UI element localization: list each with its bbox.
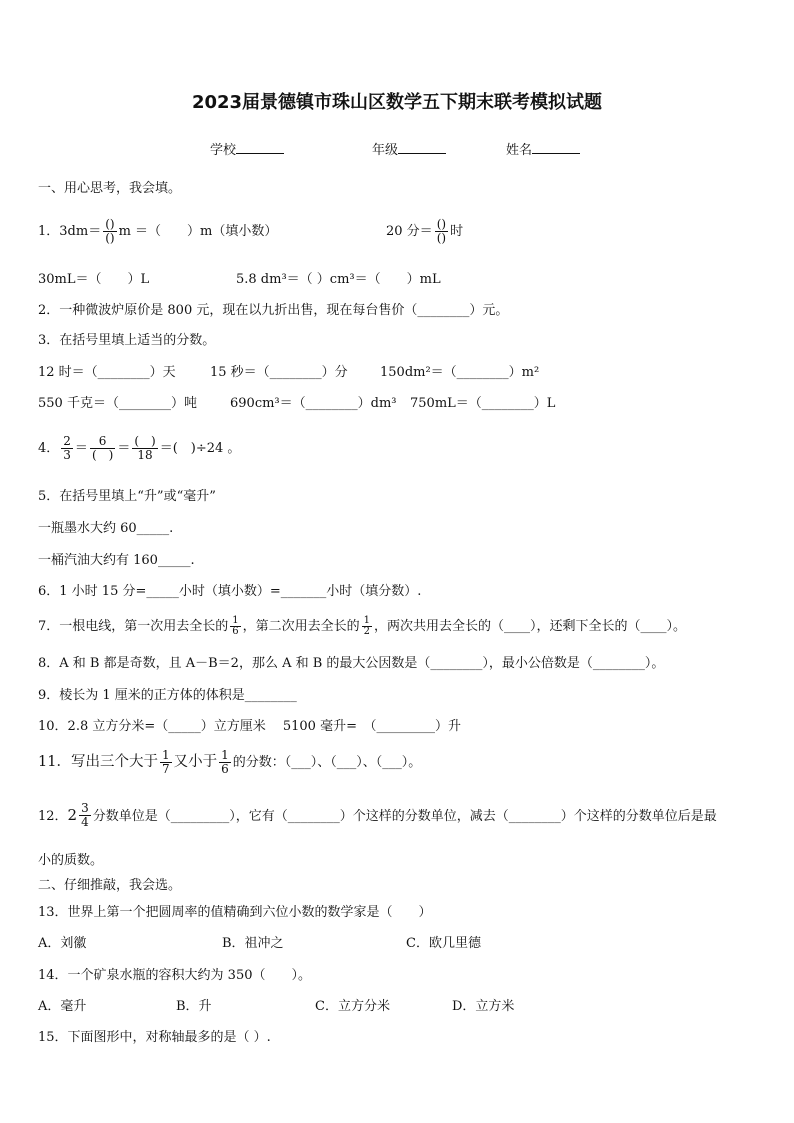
school-label: 学校 bbox=[210, 143, 237, 158]
question-3-row2-b: 690cm³＝（________）dm³ bbox=[230, 396, 397, 411]
school-field[interactable] bbox=[210, 140, 284, 160]
question-5a: 一瓶墨水大约 60_____. bbox=[38, 521, 174, 536]
question-1a: 1．3dm＝ () () m ＝（ ）m（填小数） bbox=[38, 217, 278, 245]
question-9: 9．棱长为 1 厘米的正方体的体积是________ bbox=[38, 688, 297, 703]
question-8: 8．A 和 B 都是奇数，且 A－B＝2，那么 A 和 B 的最大公因数是（________），最小公倍数是（________）。 bbox=[38, 656, 665, 671]
question-12: 12． 2 3 4 分数单位是（_________），它有（________）个这样的分数单位，减去（________）个这样的分数单位后是最 bbox=[38, 800, 717, 829]
question-5-stem: 5．在括号里填上“升”或“毫升” bbox=[38, 489, 216, 504]
page-title: 2023届景德镇市珠山区数学五下期末联考模拟试题 bbox=[191, 92, 603, 113]
question-11: 11．写出三个大于 $\frac{1}{7}$ 又小于 $\frac{1}{6}$ 的分数：（___）、（___）、（___）。 bbox=[38, 747, 422, 776]
section-heading-1: 一、用心思考，我会填。 bbox=[38, 181, 182, 196]
section-heading-2: 二、仔细推敲，我会选。 bbox=[38, 878, 182, 893]
question-3-row1-b: 15 秒＝（________）分 bbox=[210, 365, 348, 380]
question-6: 6．1 小时 15 分=_____小时（填小数）=_______小时（填分数）. bbox=[38, 584, 422, 599]
question-1d: 5.8 dm³＝（ ）cm³＝（ ）mL bbox=[236, 272, 441, 287]
question-14-option-a[interactable]: A．毫升 bbox=[38, 999, 87, 1014]
question-14-option-d[interactable]: D．立方米 bbox=[452, 999, 515, 1014]
question-13: 13．世界上第一个把圆周率的值精确到六位小数的数学家是（ ） bbox=[38, 905, 432, 920]
question-3-stem: 3．在括号里填上适当的分数。 bbox=[38, 333, 216, 348]
question-13-option-c[interactable]: C．欧几里德 bbox=[406, 936, 481, 951]
question-14-option-b[interactable]: B．升 bbox=[176, 999, 212, 1014]
question-5b: 一桶汽油大约有 160_____. bbox=[38, 553, 195, 568]
question-14: 14．一个矿泉水瓶的容积大约为 350（ ）。 bbox=[38, 968, 311, 983]
grade-field[interactable] bbox=[372, 140, 446, 160]
question-13-option-b[interactable]: B．祖冲之 bbox=[222, 936, 284, 951]
question-1c: 30mL＝（ ）L bbox=[38, 272, 150, 287]
question-4: 4． $\frac{2}{3}$ ＝ 6 ( ) ＝ ( ) 18 ＝( )÷24 。 bbox=[38, 434, 241, 462]
question-3-row2-c: 750mL＝（________）L bbox=[410, 396, 556, 411]
question-3-row1-c: 150dm²＝（________）m² bbox=[380, 365, 540, 380]
question-12-cont: 小的质数。 bbox=[38, 853, 104, 868]
name-field[interactable] bbox=[506, 140, 580, 160]
question-15: 15．下面图形中，对称轴最多的是（ ）. bbox=[38, 1030, 271, 1045]
question-2: 2．一种微波炉原价是 800 元，现在以九折出售，现在每台售价（________）元。 bbox=[38, 303, 509, 318]
question-3-row2-a: 550 千克＝（________）吨 bbox=[38, 396, 197, 411]
question-13-option-a[interactable]: A．刘徽 bbox=[38, 936, 87, 951]
name-label: 姓名 bbox=[506, 143, 533, 158]
question-7: 7．一根电线，第一次用去全长的 $\frac{1}{6}$ ，第二次用去全长的 $\frac{1}{2}$ ，两次共用去全长的（____），还剩下全长的（____）。 bbox=[38, 615, 687, 637]
question-14-option-c[interactable]: C．立方分米 bbox=[315, 999, 390, 1014]
question-3-row1-a: 12 时＝（________）天 bbox=[38, 365, 176, 380]
question-10: 10．2.8 立方分米=（_____）立方厘米 5100 毫升= （_________）升 bbox=[38, 719, 461, 734]
grade-label: 年级 bbox=[372, 143, 399, 158]
question-1b: 20 分＝ () () 时 bbox=[386, 217, 464, 245]
